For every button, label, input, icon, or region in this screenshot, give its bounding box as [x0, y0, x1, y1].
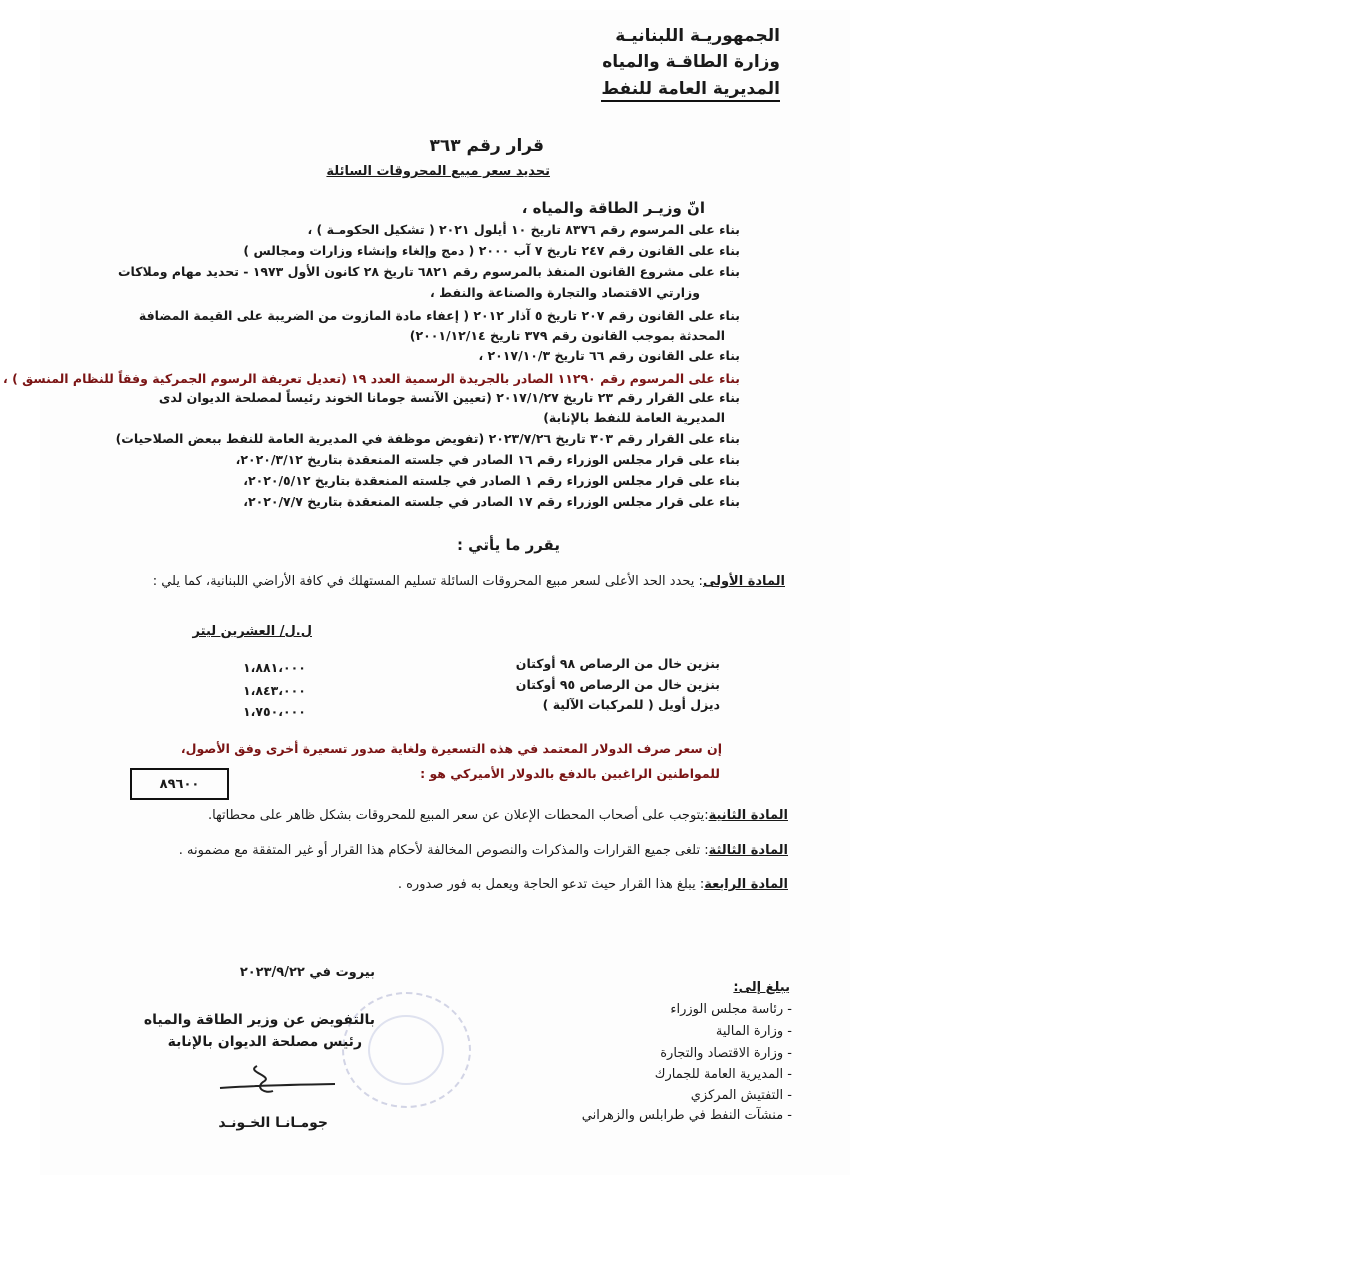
price-value: ١،٨٨١،٠٠٠ [243, 660, 306, 675]
preamble-line: بناء على قرار مجلس الوزراء رقم ١٦ الصادر في جلسته المنعقدة بتاريخ ٢٠٢٠/٣/١٢، [235, 452, 740, 467]
article-1-label: المادة الأولى [702, 574, 785, 589]
signature-authority-1: بالتفويض عن وزير الطاقة والمياه [143, 1012, 375, 1028]
header-directorate: المديرية العامة للنفط [601, 79, 780, 102]
distribution-item: - وزارة المالية [715, 1024, 792, 1039]
header-republic: الجمهوريـة اللبنانيـة [615, 26, 780, 46]
article-3 [179, 843, 788, 858]
exchange-note-line1: إن سعر صرف الدولار المعتمد في هذه التسعيرة ولغاية صدور تسعيرة أخرى وفق الأصول، [180, 741, 722, 756]
distribution-item: - التفتيش المركزي [690, 1088, 792, 1103]
signature-date: بيروت في ٢٠٢٣/٩/٢٢ [239, 965, 375, 980]
exchange-rate-box [130, 768, 229, 800]
preamble-line: بناء على المرسوم رقم ١١٢٩٠ الصادر بالجريدة الرسمية العدد ١٩ (تعديل تعريفة الرسوم الجمركية وفقاً للنظام المنسق ) ، [2, 371, 740, 386]
exchange-rate-value: ٨٩٦٠٠ [159, 776, 200, 792]
article-2-text: :يتوجب على أصحاب المحطات الإعلان عن سعر المبيع للمحروقات بشكل ظاهر على محطاتها. [207, 808, 709, 823]
preamble-line: بناء على القرار رقم ٣٠٣ تاريخ ٢٠٢٣/٧/٢٦ (تفويض موظفة في المديرية العامة للنفط ببعض الصلاحيات) [115, 431, 740, 446]
decides-heading: يقرر ما يأتي : [456, 536, 560, 554]
price-product: بنزين خال من الرصاص ٩٨ أوكتان [515, 656, 720, 671]
signature-authority-2: رئيس مصلحة الديوان بالإنابة [167, 1034, 362, 1050]
preamble-line: بناء على القانون رقم ٦٦ تاريخ ٢٠١٧/١٠/٣ ، [478, 348, 740, 363]
price-value: ١،٧٥٠،٠٠٠ [243, 704, 306, 719]
document-page [40, 10, 850, 1175]
handwritten-signature [215, 1058, 345, 1103]
distribution-item: - وزارة الاقتصاد والتجارة [660, 1046, 792, 1061]
price-unit-header: ل.ل/ العشرين ليتر [192, 624, 312, 639]
distribution-item: - المديرية العامة للجمارك [654, 1067, 792, 1082]
price-value: ١،٨٤٣،٠٠٠ [243, 683, 306, 698]
article-3-text: : تلغى جميع القرارات والمذكرات والنصوص المخالفة لأحكام هذا القرار أو غير المتفقة مع مضمونه . [178, 843, 709, 858]
distribution-item: - رئاسة مجلس الوزراء [670, 1002, 792, 1017]
exchange-note-line2: للمواطنين الراغبين بالدفع بالدولار الأميركي هو : [420, 766, 720, 781]
signatory-name: جومـانـا الخـونـد [218, 1115, 328, 1131]
header-ministry: وزارة الطاقـة والمياه [602, 52, 780, 72]
preamble-intro: انّ وزيـر الطاقة والمياه ، [521, 199, 705, 217]
official-stamp-inner [368, 1015, 444, 1085]
decision-number: قرار رقم ٣٦٣ [429, 136, 544, 156]
preamble-line: بناء على مشروع القانون المنفذ بالمرسوم رقم ٦٨٢١ تاريخ ٢٨ كانون الأول ١٩٧٣ - تحديد مهام وملاكات [117, 264, 740, 279]
distribution-item: - منشآت النفط في طرابلس والزهراني [581, 1108, 792, 1123]
preamble-line: بناء على المرسوم رقم ٨٣٧٦ تاريخ ١٠ أيلول ٢٠٢١ ( تشكيل الحكومـة ) ، [307, 222, 740, 237]
article-1 [153, 574, 785, 589]
preamble-line: المحدثة بموجب القانون رقم ٣٧٩ تاريخ ٢٠٠١/١٢/١٤) [409, 328, 725, 343]
preamble-line: المديرية العامة للنفط بالإنابة) [543, 410, 725, 425]
preamble-line: بناء على القرار رقم ٢٣ تاريخ ٢٠١٧/١/٢٧ (تعيين الآنسة جومانا الخوند رئيساً لمصلحة الديوان لدى [158, 390, 740, 405]
price-product: ديزل أويل ( للمركبات الآلية ) [542, 697, 720, 712]
article-3-label: المادة الثالثة [708, 843, 788, 858]
article-2-label: المادة الثانية [708, 808, 788, 823]
preamble-line: بناء على القانون رقم ٢٤٧ تاريخ ٧ آب ٢٠٠٠ ( دمج وإلغاء وإنشاء وزارات ومجالس ) [243, 243, 740, 258]
price-product: بنزين خال من الرصاص ٩٥ أوكتان [515, 677, 720, 692]
distribution-title: يبلغ إلى: [733, 980, 790, 995]
article-2 [208, 808, 788, 823]
article-4-text: : يبلغ هذا القرار حيث تدعو الحاجة ويعمل به فور صدوره . [397, 877, 705, 892]
preamble-line: بناء على القانون رقم ٢٠٧ تاريخ ٥ آذار ٢٠١٢ ( إعفاء مادة المازوت من الضريبة على القيمة المضافة [138, 308, 740, 323]
article-4-label: المادة الرابعة [704, 877, 788, 892]
preamble-line: بناء على قرار مجلس الوزراء رقم ١ الصادر في جلسته المنعقدة بتاريخ ٢٠٢٠/٥/١٢، [243, 473, 740, 488]
preamble-line: بناء على قرار مجلس الوزراء رقم ١٧ الصادر في جلسته المنعقدة بتاريخ ٢٠٢٠/٧/٧، [243, 494, 740, 509]
article-4 [398, 877, 788, 892]
article-1-text: : يحدد الحد الأعلى لسعر مبيع المحروقات السائلة تسليم المستهلك في كافة الأراضي اللبنانية، كما يلي : [152, 574, 703, 589]
decision-subject: تحديد سعر مبيع المحروقات السائلة [326, 164, 550, 179]
preamble-line: وزارتي الاقتصاد والتجارة والصناعة والنفط ، [430, 285, 700, 300]
